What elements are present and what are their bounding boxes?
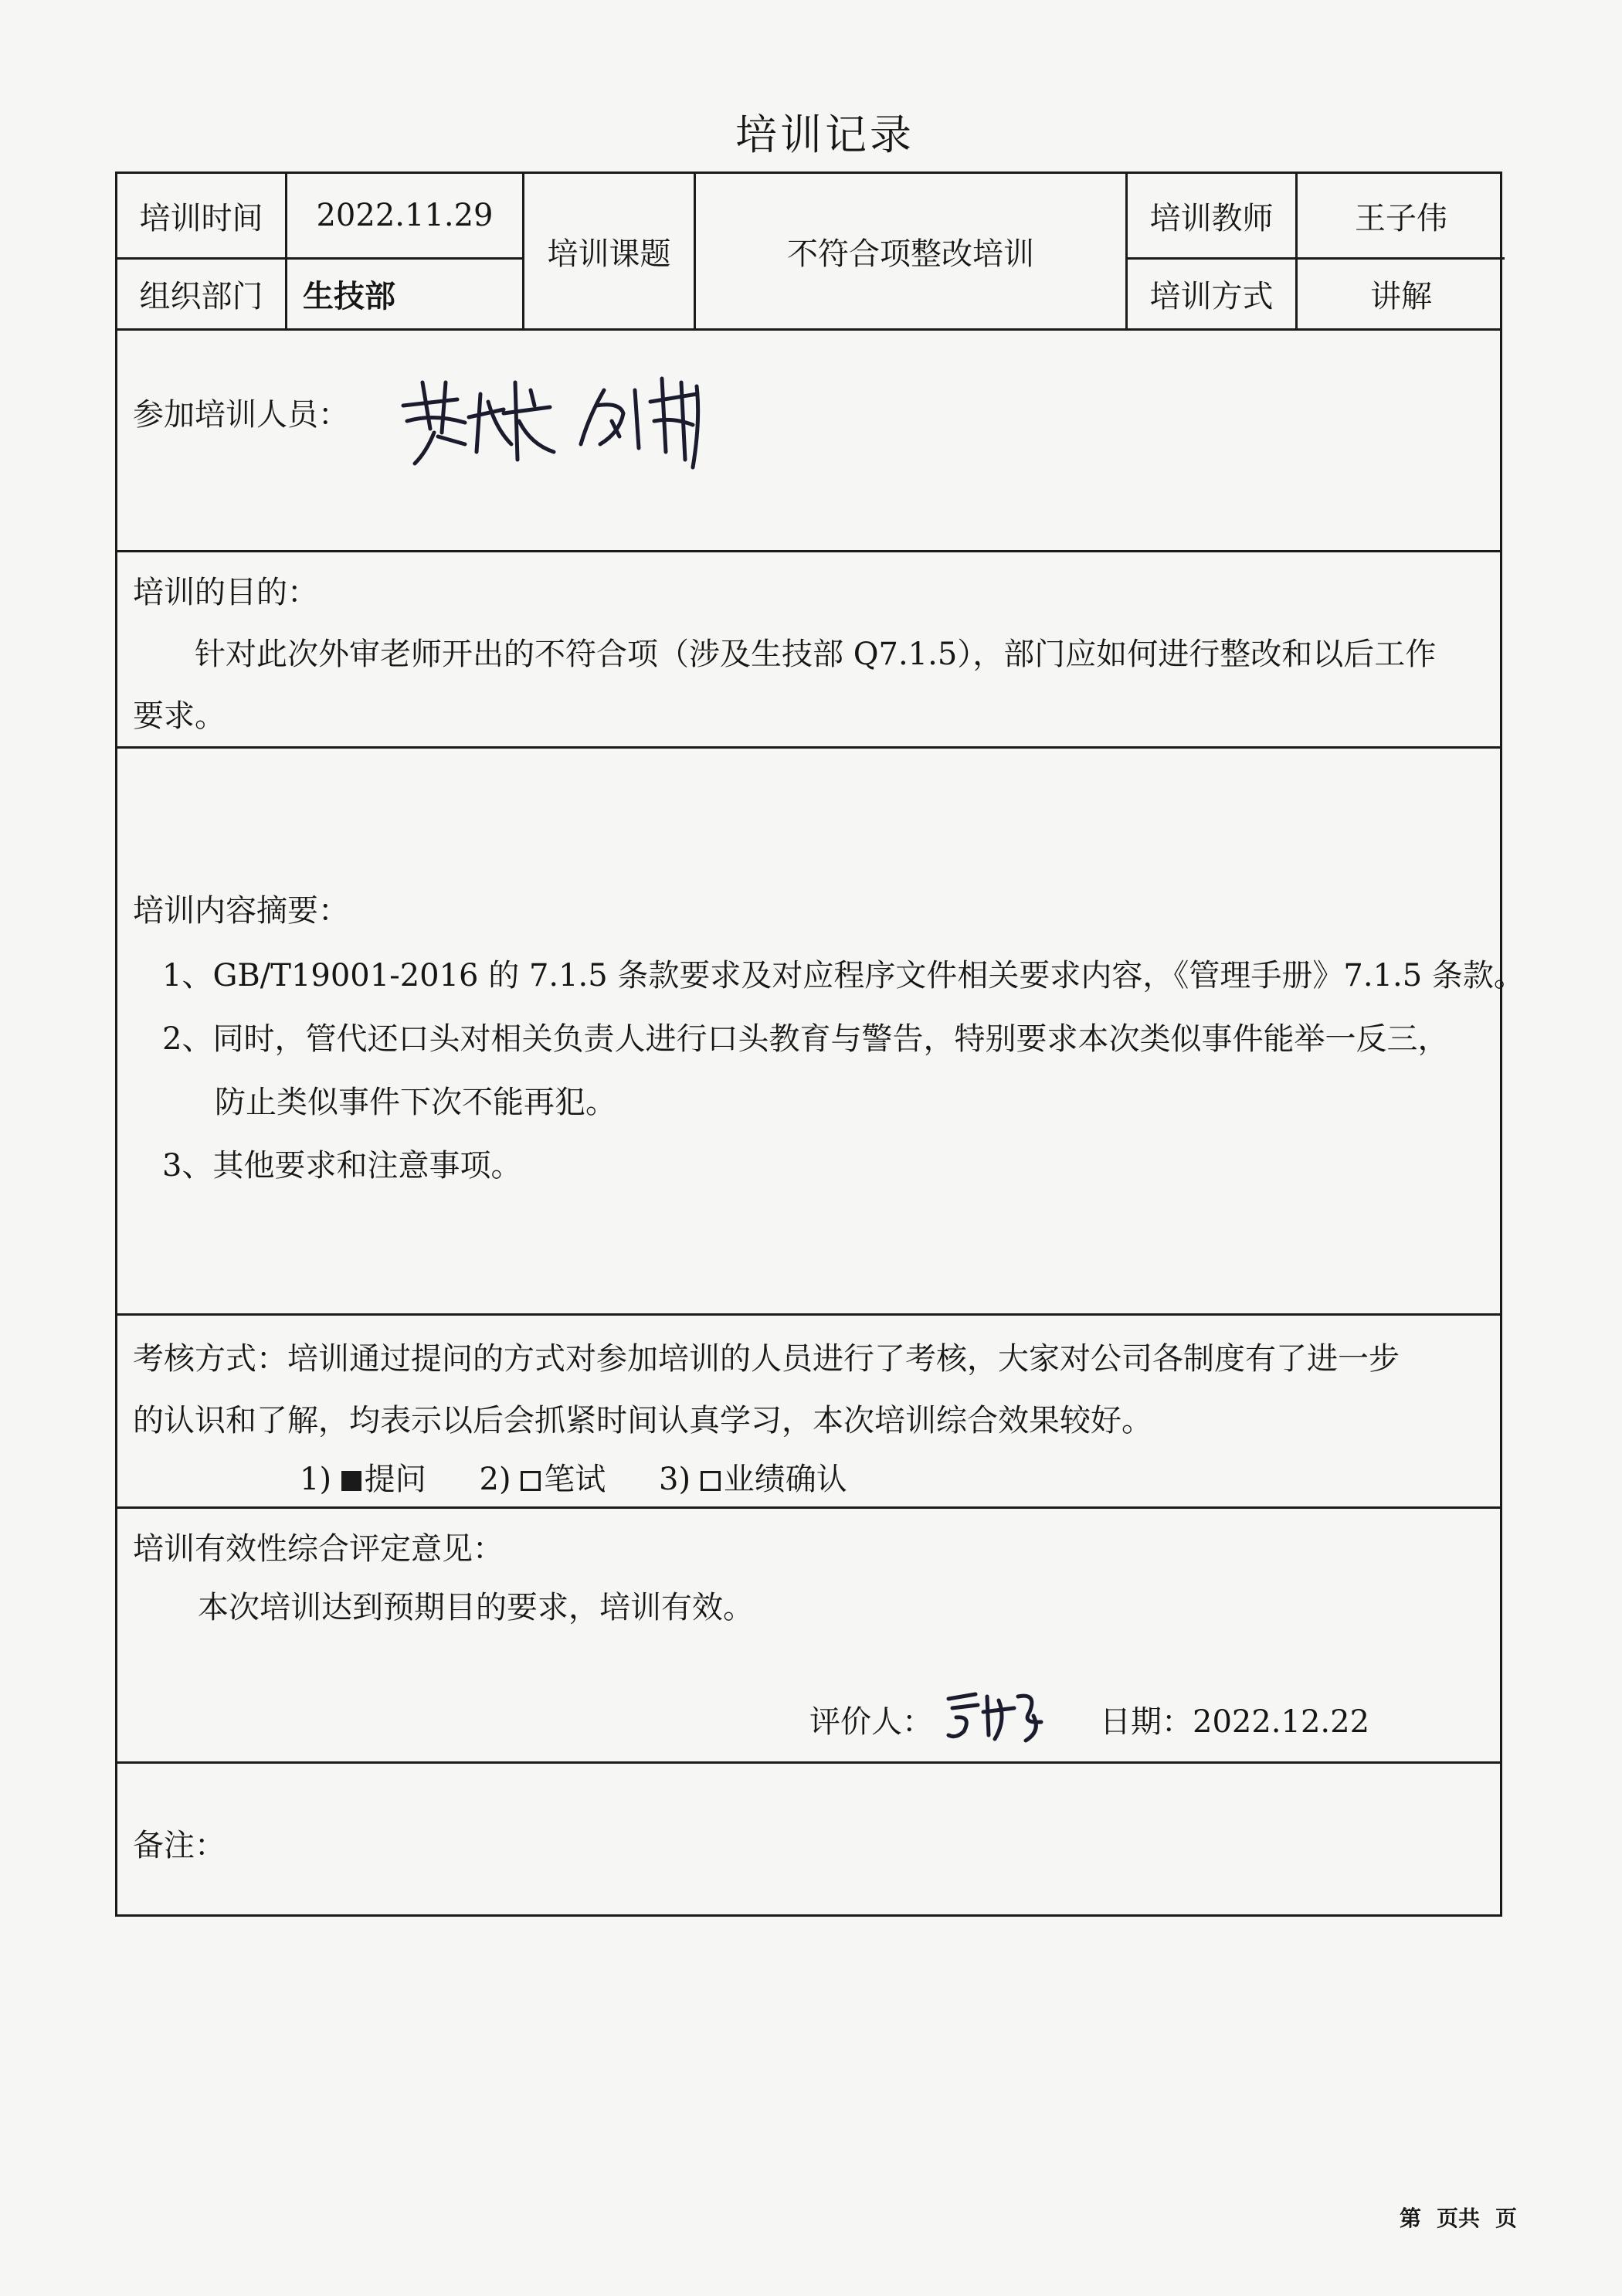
attendees-label: 参加培训人员： <box>133 397 349 433</box>
dept-value: 生技部 <box>303 278 395 314</box>
purpose-line-2: 要求。 <box>133 698 226 734</box>
page-footer: 第 页共 页 <box>1399 2206 1517 2231</box>
content-item-1: 1、GB/T19001-2016 的 7.1.5 条款要求及对应程序文件相关要求内容，《管理手册》7.1.5 条款。 <box>162 958 1525 993</box>
time-value: 2022.11.29 <box>316 198 494 233</box>
content-item-3: 3、其他要求和注意事项。 <box>162 1148 522 1184</box>
time-label: 培训时间 <box>139 200 263 236</box>
evaluation-label: 培训有效性综合评定意见： <box>133 1531 504 1567</box>
evaluation-section <box>117 1509 1500 1764</box>
topic-value: 不符合项整改培训 <box>787 236 1034 272</box>
evaluation-text: 本次培训达到预期目的要求，培训有效。 <box>198 1590 754 1625</box>
purpose-section <box>117 552 1500 749</box>
assessment-line-1: 考核方式：培训通过提问的方式对参加培训的人员进行了考核，大家对公司各制度有了进一步 <box>133 1341 1400 1377</box>
method-value: 讲解 <box>1370 279 1432 314</box>
assessment-section <box>117 1316 1500 1509</box>
attendees-section <box>117 328 1500 552</box>
topic-label: 培训课题 <box>547 236 671 272</box>
option-written: 2) 笔试 <box>479 1462 606 1497</box>
option-question: 1) 提问 <box>300 1462 426 1497</box>
purpose-line-1: 针对此次外审老师开出的不符合项（涉及生技部 Q7.1.5），部门应如何进行整改和以后工作 <box>195 637 1437 672</box>
training-record-form <box>115 172 1525 1917</box>
evaluator-signature <box>941 1685 1080 1747</box>
assessment-options <box>300 1455 891 1499</box>
teacher-label: 培训教师 <box>1149 200 1274 236</box>
assessment-line-2: 的认识和了解，均表示以后会抓紧时间认真学习，本次培训综合效果较好。 <box>133 1403 1152 1438</box>
checked-box-icon <box>341 1471 361 1491</box>
content-label: 培训内容摘要： <box>133 893 349 929</box>
evaluation-date: 日期：2022.12.22 <box>1100 1704 1370 1740</box>
option-performance: 3) 业绩确认 <box>659 1462 847 1497</box>
purpose-label: 培训的目的： <box>133 575 318 610</box>
document-title: 培训记录 <box>735 110 914 159</box>
teacher-value: 王子伟 <box>1355 200 1447 236</box>
dept-label: 组织部门 <box>139 279 263 314</box>
evaluator-label: 评价人： <box>809 1704 933 1740</box>
remarks-label: 备注： <box>133 1828 226 1863</box>
unchecked-box-icon <box>701 1471 721 1491</box>
content-section <box>117 749 1525 1316</box>
method-label: 培训方式 <box>1149 279 1274 314</box>
attendee-signatures <box>388 359 820 475</box>
header-grid <box>117 174 1500 331</box>
remarks-section <box>117 1764 1500 1914</box>
content-item-2-cont: 防止类似事件下次不能再犯。 <box>215 1085 616 1120</box>
content-item-2: 2、同时，管代还口头对相关负责人进行口头教育与警告，特别要求本次类似事件能举一反三， <box>162 1021 1449 1057</box>
unchecked-box-icon <box>521 1471 541 1491</box>
